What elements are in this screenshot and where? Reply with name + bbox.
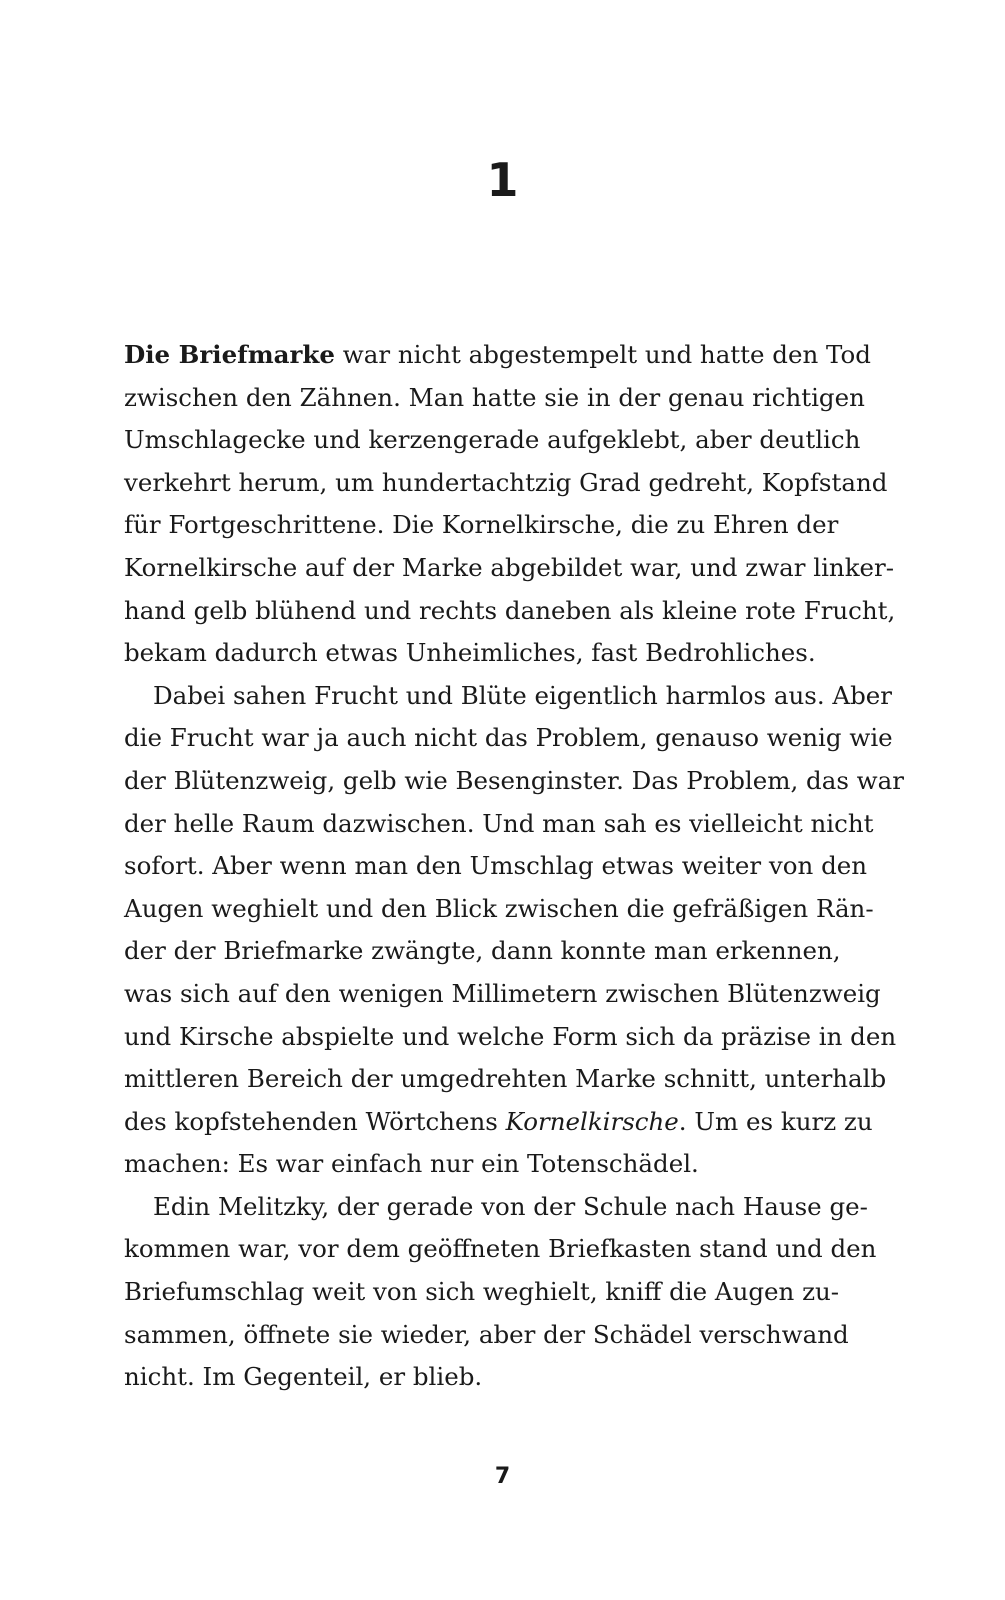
- text-line: die Frucht war ja auch nicht das Problem, genauso wenig wie: [124, 723, 893, 753]
- text-line: für Fortgeschrittene. Die Kornelkirsche, die zu Ehren der: [124, 510, 839, 540]
- text-line: Augen weghielt und den Blick zwischen die gefräßigen Rän-: [124, 893, 874, 923]
- body-text: [124, 334, 904, 1399]
- chapter-number: 1: [486, 153, 519, 207]
- text-line: Kornelkirsche auf der Marke abgebildet war, und zwar linker-: [124, 552, 895, 582]
- text-line: mittleren Bereich der umgedrehten Marke schnitt, unterhalb: [124, 1064, 887, 1094]
- text-line: Briefumschlag weit von sich weghielt, kniff die Augen zu-: [124, 1277, 840, 1307]
- text-line: sammen, öffnete sie wieder, aber der Schädel verschwand: [124, 1319, 849, 1349]
- text-line: Edin Melitzky, der gerade von der Schule nach Hause ge-: [153, 1191, 868, 1221]
- text-line: was sich auf den wenigen Millimetern zwischen Blütenzweig: [124, 978, 881, 1008]
- text-line: und Kirsche abspielte und welche Form sich da präzise in den: [124, 1021, 897, 1051]
- text-span: . Um es kurz zu: [678, 1106, 873, 1136]
- page-number: 7: [494, 1464, 511, 1489]
- text-line: kommen war, vor dem geöffneten Briefkasten stand und den: [124, 1234, 877, 1264]
- text-line: [124, 1101, 873, 1144]
- text-line: zwischen den Zähnen. Man hatte sie in der genau richtigen: [124, 382, 865, 412]
- text-line: [124, 334, 871, 377]
- text-line: machen: Es war einfach nur ein Totenschädel.: [124, 1149, 699, 1179]
- text-line: Dabei sahen Frucht und Blüte eigentlich harmlos aus. Aber: [153, 680, 892, 710]
- text-span: des kopfstehenden Wörtchens: [124, 1106, 506, 1136]
- text-span: war nicht abgestempelt und hatte den Tod: [335, 340, 871, 369]
- text-line: sofort. Aber wenn man den Umschlag etwas weiter von den: [124, 851, 868, 881]
- text-line: bekam dadurch etwas Unheimliches, fast Bedrohliches.: [124, 638, 816, 668]
- italic-word: Kornelkirsche: [505, 1106, 679, 1136]
- text-line: verkehrt herum, um hundertachtzig Grad gedreht, Kopfstand: [124, 467, 888, 497]
- text-line: hand gelb blühend und rechts daneben als kleine rote Frucht,: [124, 595, 896, 625]
- text-line: der der Briefmarke zwängte, dann konnte man erkennen,: [124, 936, 841, 966]
- text-line: der Blütenzweig, gelb wie Besenginster. Das Problem, das war: [124, 765, 904, 795]
- text-line: nicht. Im Gegenteil, er blieb.: [124, 1362, 483, 1392]
- paragraph-lead: Die Briefmarke: [124, 340, 335, 369]
- text-line: Umschlagecke und kerzengerade aufgeklebt, aber deutlich: [124, 425, 861, 455]
- text-line: der helle Raum dazwischen. Und man sah es vielleicht nicht: [124, 808, 874, 838]
